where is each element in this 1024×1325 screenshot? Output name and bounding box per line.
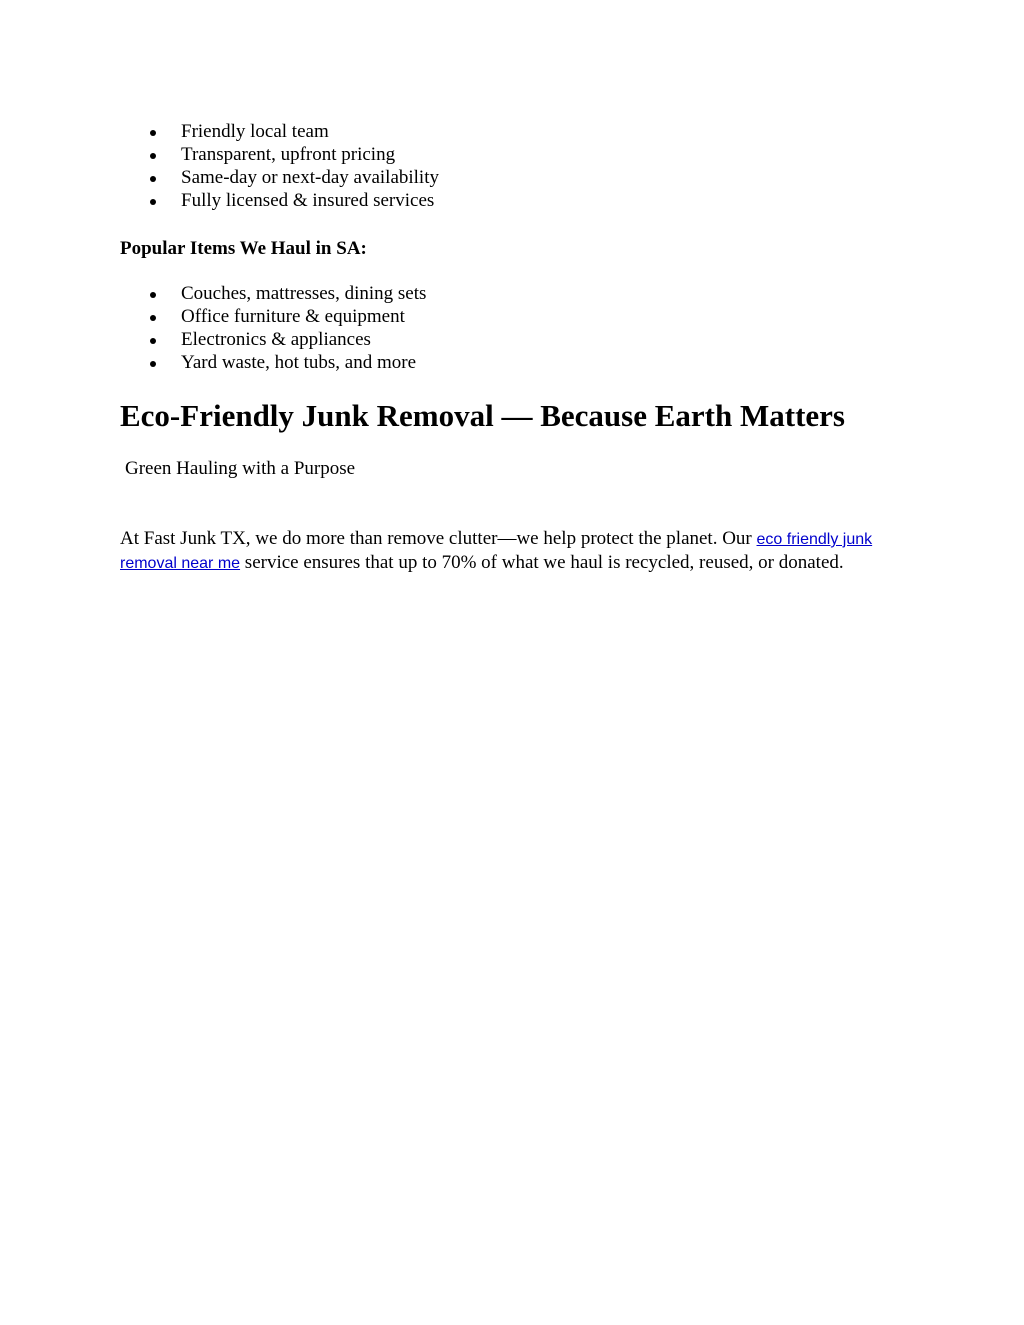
list-item-label: Same-day or next-day availability <box>181 167 439 188</box>
bullet-icon <box>150 153 156 159</box>
list-item-label: Transparent, upfront pricing <box>181 144 396 165</box>
list-item-label: Fully licensed & insured services <box>181 190 435 211</box>
bullet-icon <box>150 338 156 344</box>
list-item <box>120 351 426 374</box>
list-item-label: Yard waste, hot tubs, and more <box>181 352 417 373</box>
benefits-list <box>120 120 439 212</box>
list-item-label: Office furniture & equipment <box>181 306 405 327</box>
bullet-icon <box>150 292 156 298</box>
eco-tagline: Green Hauling with a Purpose <box>125 458 356 479</box>
bullet-icon <box>150 176 156 182</box>
eco-heading: Eco-Friendly Junk Removal — Because Earth Matters <box>120 398 845 433</box>
bullet-icon <box>150 130 156 136</box>
list-item <box>120 282 426 305</box>
eco-paragraph <box>120 527 900 575</box>
bullet-icon <box>150 361 156 367</box>
list-item <box>120 120 439 143</box>
list-item <box>120 166 439 189</box>
list-item <box>120 143 439 166</box>
list-item-label: Electronics & appliances <box>181 329 371 350</box>
list-item <box>120 305 426 328</box>
list-item <box>120 189 439 212</box>
list-item-label: Friendly local team <box>181 121 329 142</box>
bullet-icon <box>150 199 156 205</box>
popular-items-title: Popular Items We Haul in SA: <box>120 238 367 259</box>
eco-junk-removal-link[interactable]: eco friendly junk removal near me <box>120 531 873 572</box>
list-item <box>120 328 426 351</box>
paragraph-text-start: At Fast Junk TX, we do more than remove clutter—we help protect the planet. Our <box>120 528 757 549</box>
bullet-icon <box>150 315 156 321</box>
popular-items-list <box>120 282 426 374</box>
paragraph-text-end: service ensures that up to 70% of what we haul is recycled, reused, or donated. <box>240 552 844 573</box>
list-item-label: Couches, mattresses, dining sets <box>181 283 427 304</box>
